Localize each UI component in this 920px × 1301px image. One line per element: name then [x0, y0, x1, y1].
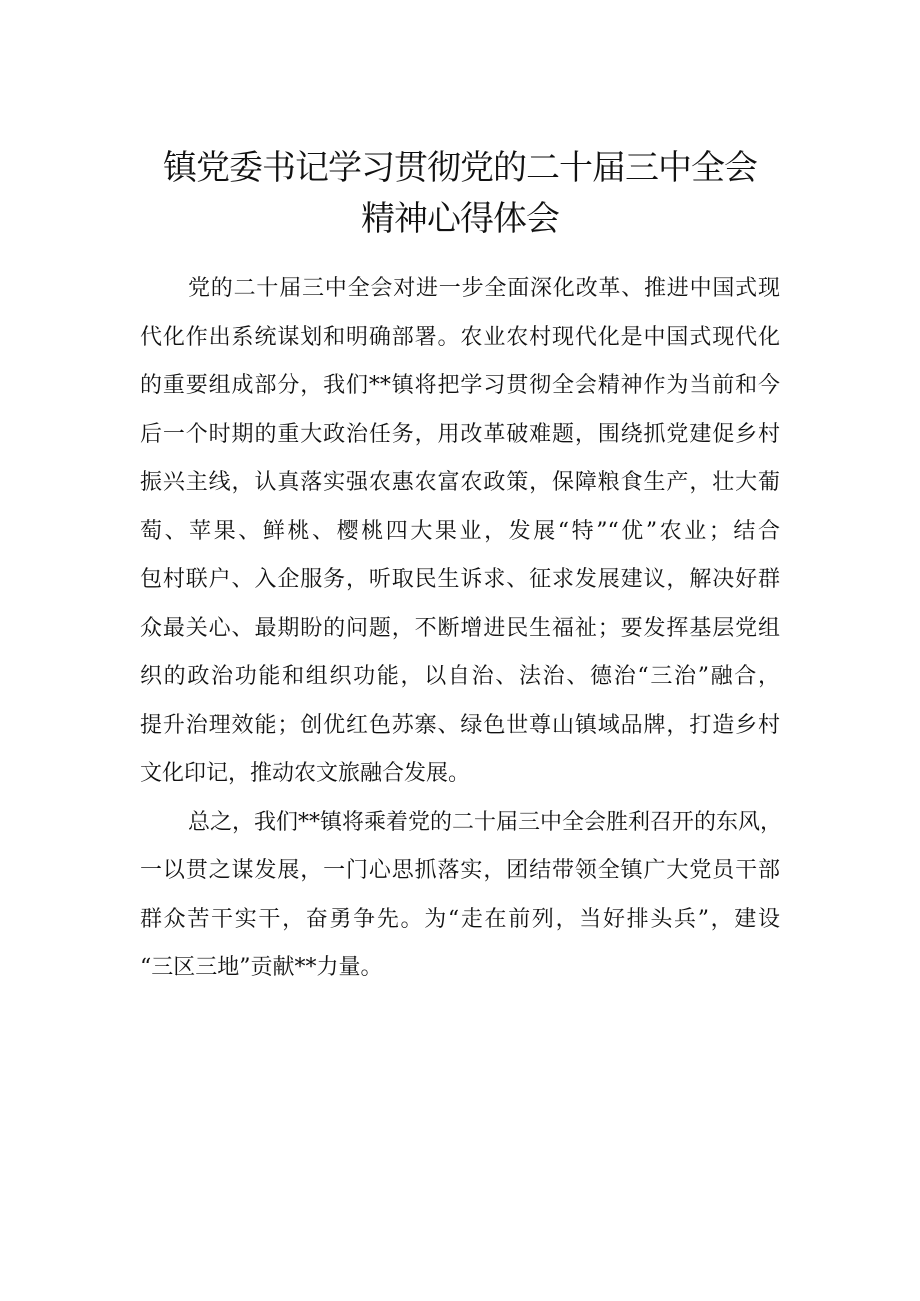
paragraph-1-line: 文化印记，推动农文旅融合发展。	[140, 761, 471, 786]
paragraph-1-line: 的重要组成部分，我们**镇将把学习贯彻全会精神作为当前和今	[140, 373, 780, 398]
paragraph-2-line: 总之，我们**镇将乘着党的二十届三中全会胜利召开的东风，	[188, 809, 783, 835]
paragraph-2-line: “三区三地”贡献**力量。	[140, 955, 383, 980]
document-body	[140, 265, 783, 993]
paragraph-2-line: 群众苦干实干，奋勇争先。为“走在前列，当好排头兵”，建设	[140, 906, 780, 932]
paragraph-1-line: 党的二十届三中全会对进一步全面深化改革、推进中国式现	[188, 276, 780, 301]
paragraph-1-line: 代化作出系统谋划和明确部署。农业农村现代化是中国式现代化	[140, 324, 780, 350]
paragraph-1-line: 振兴主线，认真落实强农惠农富农政策，保障粮食生产，壮大葡	[140, 470, 780, 495]
paragraph-1-line: 萄、苹果、鲜桃、樱桃四大果业，发展“特”“优”农业；结合	[140, 518, 780, 544]
paragraph-2-line: 一以贯之谋发展，一门心思抓落实，团结带领全镇广大党员干部	[140, 858, 780, 883]
paragraph-1-line: 包村联户、入企服务，听取民生诉求、征求发展建议，解决好群	[140, 567, 780, 592]
paragraph-1-line: 后一个时期的重大政治任务，用改革破难题，围绕抓党建促乡村	[140, 421, 780, 447]
document-title-line-1: 镇党委书记学习贯彻党的二十届三中全会	[163, 148, 757, 188]
paragraph-1-line: 众最关心、最期盼的问题，不断增进民生福祉；要发挥基层党组	[140, 615, 780, 641]
document-title-line-2: 精神心得体会	[361, 199, 559, 239]
paragraph-1-line: 织的政治功能和组织功能，以自治、法治、德治“三治”融合，	[140, 664, 780, 689]
paragraph-1-line: 提升治理效能；创优红色苏寨、绿色世尊山镇域品牌，打造乡村	[140, 712, 780, 738]
